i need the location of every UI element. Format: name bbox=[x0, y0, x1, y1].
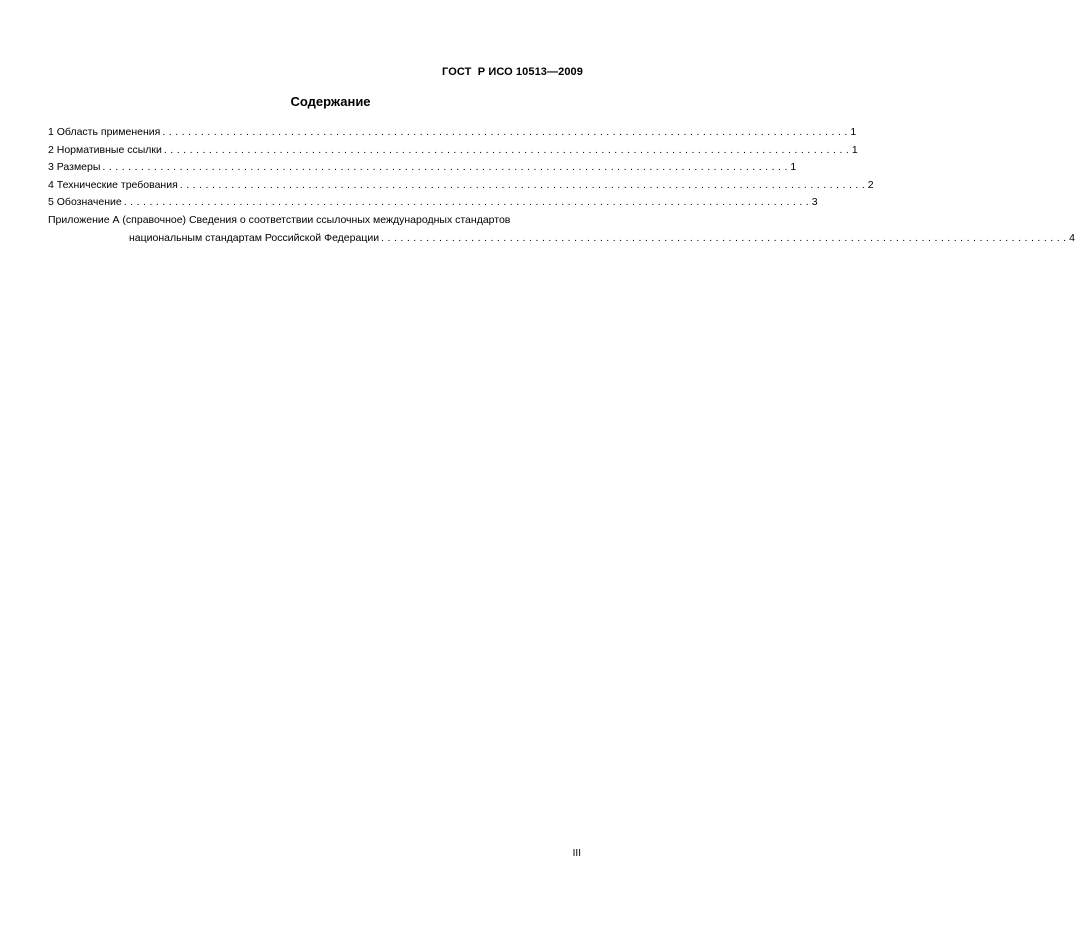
toc-entry-technical-requirements[interactable] bbox=[48, 177, 874, 195]
toc-dot-leader bbox=[102, 159, 787, 177]
toc-dot-leader bbox=[381, 230, 1066, 248]
document-code: ГОСТ Р ИСО 10513—2009 bbox=[442, 66, 583, 78]
toc-entry-page: 3 bbox=[811, 196, 818, 209]
annex-continuation-row bbox=[48, 230, 1075, 248]
toc-entry-page: 4 bbox=[1069, 231, 1075, 244]
annex-title-line: Приложение А (справочное) Сведения о соответствии ссылочных международных стандартов bbox=[48, 213, 511, 226]
toc-entry-label: 3 Размеры bbox=[48, 161, 101, 174]
annex-title-continuation: национальным стандартам Российской Федерации bbox=[129, 231, 380, 244]
toc-entry-page: 1 bbox=[790, 161, 797, 174]
toc-entry-page: 2 bbox=[867, 178, 874, 191]
toc-entry-label: 2 Нормативные ссылки bbox=[48, 143, 162, 156]
toc-entry-label: 4 Технические требования bbox=[48, 178, 178, 191]
toc-dot-leader bbox=[162, 124, 847, 142]
toc-entry-scope[interactable] bbox=[48, 124, 857, 142]
table-of-contents bbox=[48, 124, 1075, 247]
toc-entry-label: 5 Обозначение bbox=[48, 196, 122, 209]
toc-entry-normative-references[interactable] bbox=[48, 142, 858, 160]
toc-entry-page: 1 bbox=[850, 126, 857, 138]
toc-dot-leader bbox=[164, 142, 849, 160]
toc-title: Содержание bbox=[290, 94, 371, 109]
toc-entry-annex-a[interactable] bbox=[48, 212, 1075, 247]
page-number: III bbox=[572, 848, 581, 859]
toc-dot-leader bbox=[180, 177, 865, 195]
toc-entry-label: 1 Область применения bbox=[48, 126, 161, 138]
toc-entry-designation[interactable] bbox=[48, 194, 818, 212]
toc-entry-dimensions[interactable] bbox=[48, 159, 797, 177]
toc-entry-page: 1 bbox=[851, 143, 858, 156]
toc-dot-leader bbox=[124, 194, 809, 212]
